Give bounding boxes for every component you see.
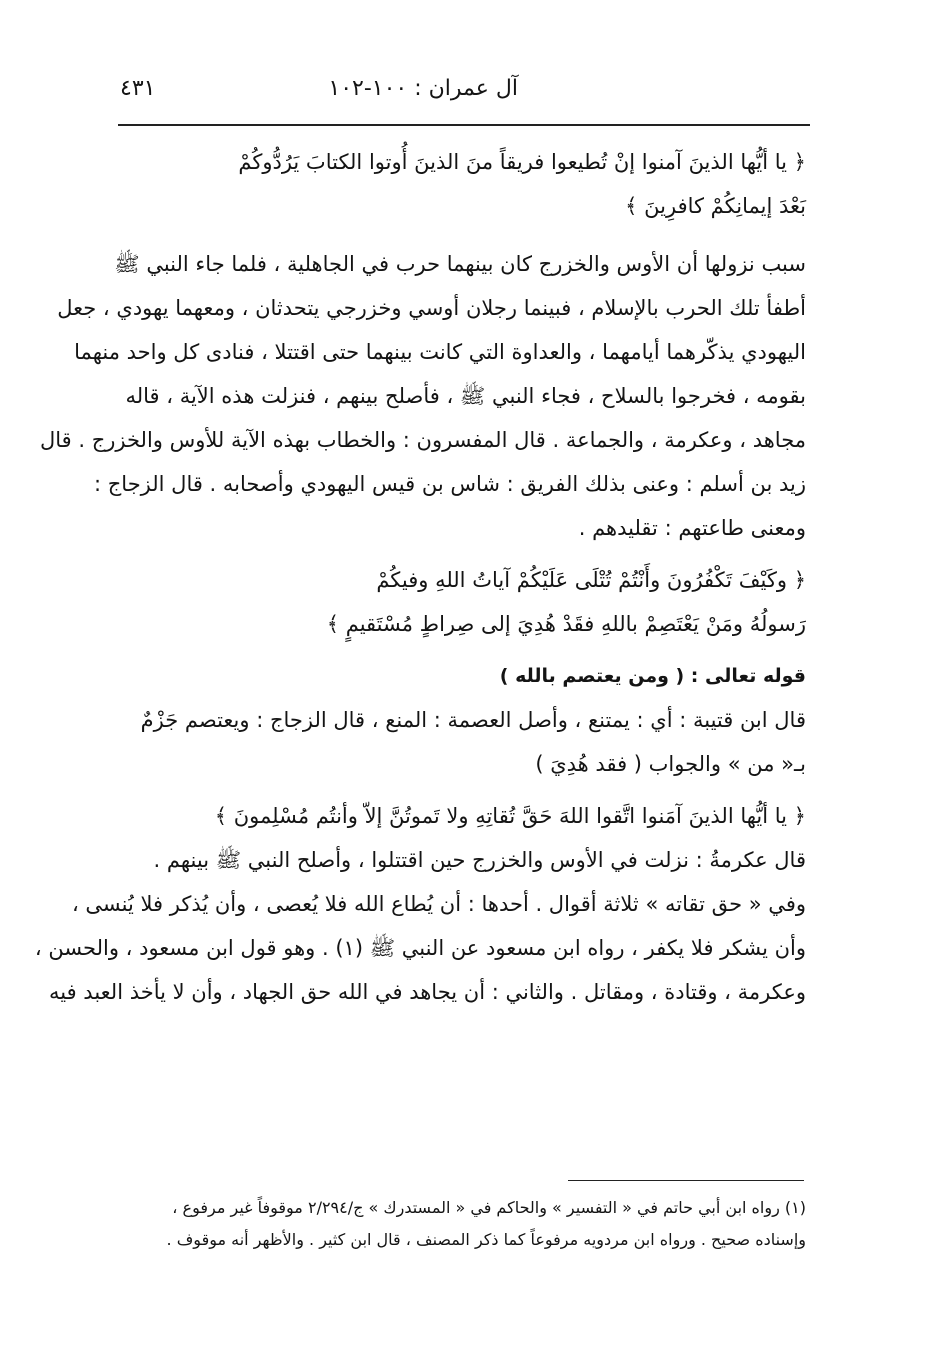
text-line: زيد بن أسلم : وعنى بذلك الفريق : شاس بن قيس اليهودي وأصحابه . قال الزجاج : <box>94 472 806 496</box>
text-line: بـ« من » والجواب ( فقد هُدِيَ ) <box>535 752 806 776</box>
main-text <box>34 140 806 1014</box>
verse-line: ﴿ يا أيُّها الذينَ آمَنوا اتَّقوا اللهَ حَقَّ تُقاتِهِ ولا تَموتُنَّ إلاّ وأنتُم مُسْلِمونَ ﴾ <box>214 804 806 828</box>
text-line: بقومه ، فخرجوا بالسلاح ، فجاء النبي ﷺ ، فأصلح بينهم ، فنزلت هذه الآية ، قاله <box>125 384 806 408</box>
text-line: سبب نزولها أن الأوس والخزرج كان بينهما حرب في الجاهلية ، فلما جاء النبي ﷺ <box>114 252 806 276</box>
header-rule <box>118 124 810 126</box>
footnote-line: وإسناده صحيح . ورواه ابن مردويه مرفوعاً كما ذكر المصنف ، قال ابن كثير . والأظهر أنه موقوف . <box>166 1230 806 1249</box>
quran-verse-101 <box>120 558 806 646</box>
verse-line: بَعْدَ إيمانِكُمْ كافرِينَ ﴾ <box>625 194 806 218</box>
verse-line: ﴿ يا أيُّها الذينَ آمنوا إنْ تُطيعوا فريقاً منَ الذينَ أُوتوا الكتابَ يَرُدُّوكُمْ <box>238 150 806 174</box>
text-line: ومعنى طاعتهم : تقليدهم . <box>578 516 806 540</box>
text-line: قال ابن قتيبة : أي : يمتنع ، وأصل العصمة : المنع ، قال الزجاج : ويعتصم جَزْمٌ <box>140 708 806 732</box>
verse-line: ﴿ وكَيْفَ تَكْفُرُونَ وأَنْتُمْ تُتْلَى عَلَيْكُمْ آياتُ اللهِ وفيكُمْ <box>376 568 806 592</box>
text-line: وعكرمة ، وقتادة ، ومقاتل . والثاني : أن يجاهد في الله حق الجهاد ، وأن لا يأخذ العبد فيه <box>49 980 806 1004</box>
paragraph-ibn-qutayba <box>120 698 806 786</box>
label-line: قوله تعالى : ( ومن يعتصم بالله ) <box>499 665 806 687</box>
text-line: مجاهد ، وعكرمة ، والجماعة . قال المفسرون : والخطاب بهذه الآية للأوس والخزرج . قال <box>39 428 806 452</box>
footnote-rule <box>568 1180 804 1181</box>
verse-line: رَسولُهُ ومَنْ يَعْتَصِمْ باللهِ فقَدْ هُدِيَ إلى صِراطٍ مُسْتَقيمٍ ﴾ <box>326 612 806 636</box>
text-line: اليهودي يذكّرهما أيامهما ، والعداوة التي كانت بينهما حتى اقتتلا ، فنادى كل واحد منهما <box>74 340 806 364</box>
quran-verse-102 <box>120 794 806 838</box>
page-header <box>120 76 808 116</box>
text-line: وأن يشكر فلا يكفر ، رواه ابن مسعود عن النبي ﷺ (١) . وهو قول ابن مسعود ، والحسن ، <box>34 936 806 960</box>
text-line: أطفأ تلك الحرب بالإسلام ، فبينما رجلان أوسي وخزرجي يتحدثان ، ومعهما يهودي ، جعل <box>57 296 806 320</box>
page-number: ٤٣١ <box>120 76 156 101</box>
running-title: آل عمران : ١٠٠-١٠٢ <box>328 76 518 101</box>
section-label <box>120 654 806 698</box>
quran-verse-100 <box>120 140 806 228</box>
paragraph-ikrimah <box>34 838 806 1014</box>
footnotes <box>120 1192 806 1256</box>
footnote-line: (١) رواه ابن أبي حاتم في « التفسير » والحاكم في « المستدرك » ج/٢/٢٩٤ موقوفاً غير مرفوع ، <box>172 1198 806 1217</box>
text-line: قال عكرمةُ : نزلت في الأوس والخزرج حين اقتتلوا ، وأصلح النبي ﷺ بينهم . <box>153 848 806 872</box>
text-line: وفي « حق تقاته » ثلاثة أقوال . أحدها : أن يُطاع الله فلا يُعصى ، وأن يُذكر فلا يُنسى ، <box>71 892 806 916</box>
paragraph-revelation-cause <box>39 242 806 550</box>
